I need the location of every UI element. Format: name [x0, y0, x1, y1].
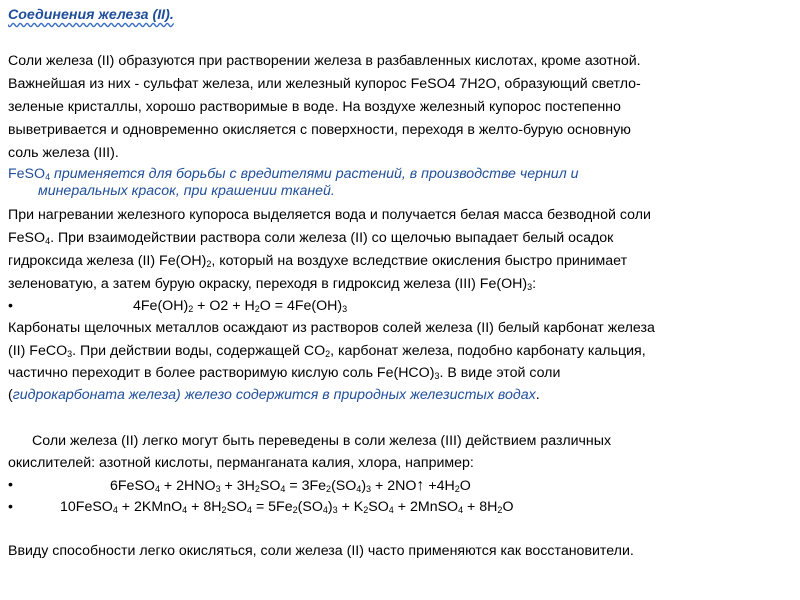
sub: 3	[527, 282, 533, 292]
paragraph-line	[8, 275, 536, 294]
eq-part: SO	[226, 499, 247, 515]
usage-line-2: минеральных красок, при крашении тканей.	[38, 183, 335, 199]
sub: 4	[45, 172, 51, 182]
eq-part: + 8H	[187, 499, 222, 515]
paragraph-line: При нагревании железного купороса выделяется вода и получается белая масса безводной соли	[8, 207, 651, 223]
equation-2-bullet: •	[8, 477, 13, 493]
paragraph-line	[8, 342, 646, 361]
sub: 2	[221, 505, 227, 515]
paragraph-line	[8, 229, 613, 248]
sub: 3	[366, 484, 372, 494]
sub: 4	[112, 505, 118, 515]
sub: 3	[434, 371, 440, 381]
paragraph-line: окислителей: азотной кислоты, перманганата калия, хлора, например:	[8, 455, 474, 471]
sub: 4	[182, 505, 188, 515]
eq-part: O	[502, 499, 514, 515]
sub: 2	[292, 505, 298, 515]
sub: 2	[206, 259, 212, 269]
text: (	[8, 387, 13, 403]
page-title: Соединения железа (II).	[8, 7, 174, 23]
sub: 4	[388, 505, 394, 515]
conclusion: Ввиду способности легко окисляться, соли железа (II) часто применяются как восстановители.	[8, 543, 634, 559]
sub: 4	[280, 484, 286, 494]
eq-part: SO	[259, 478, 281, 494]
sub: 3	[342, 304, 348, 314]
paragraph-line	[8, 386, 540, 405]
text: . При действии воды, содержащей CO	[72, 343, 326, 359]
eq-part: )	[361, 478, 367, 494]
eq-part: + 8H	[463, 499, 498, 515]
text: , который на воздухе вследствие окисления быстро принимает	[211, 253, 628, 269]
eq-part: (SO	[331, 478, 357, 494]
eq-part: = 5Fe	[252, 499, 293, 515]
eq-part: SO	[368, 499, 389, 515]
natural-waters-text: гидрокарбоната железа) железо содержится в природных железистых водах	[12, 387, 536, 403]
arrow-up-icon: ↑	[416, 477, 425, 494]
usage-formula: FeSO	[8, 166, 46, 182]
sub: 2	[326, 484, 332, 494]
paragraph-line: соль железа (III).	[8, 145, 119, 161]
sub: 4	[246, 505, 252, 515]
sub: 4	[45, 236, 51, 246]
equation-3-bullet: •	[8, 499, 13, 515]
eq-part: + 2KMnO	[117, 499, 183, 515]
eq-part: + O2 + H	[193, 298, 255, 314]
eq-part: 6FeSO	[110, 478, 155, 494]
sub: 2	[325, 349, 331, 359]
sub: 2	[454, 484, 460, 494]
sub: 4	[356, 484, 362, 494]
paragraph-line: зеленые кристаллы, хорошо растворимые в воде. На воздухе железный купорос постепенно	[8, 99, 621, 115]
eq-part: O = 4Fe(OH)	[259, 298, 343, 314]
sub: 2	[254, 484, 260, 494]
paragraph-line: Важнейшая из них - сульфат железа, или железный купорос FeSO4 7H2O, образующий светло-	[8, 76, 641, 92]
sub: 2	[363, 505, 369, 515]
sub: 4	[154, 484, 160, 494]
paragraph-line	[8, 364, 560, 383]
sub: 3	[215, 484, 221, 494]
paragraph-line	[8, 252, 627, 271]
sub: 2	[188, 304, 194, 314]
sub: 2	[254, 304, 260, 314]
eq-part: )	[327, 499, 333, 515]
text: . В виде этой соли	[439, 365, 561, 381]
equation-2	[110, 476, 471, 496]
sub: 4	[322, 505, 328, 515]
eq-part: O	[459, 478, 471, 494]
text: :	[532, 276, 537, 292]
eq-part: + 3H	[220, 478, 255, 494]
eq-part: (SO	[297, 499, 323, 515]
text: FeSO	[8, 230, 46, 246]
usage-text: применяется для борьбы с вредителями растений, в производстве чернил и	[50, 166, 579, 182]
eq-part: +4H	[424, 478, 455, 494]
eq-part: + 2MnSO	[393, 499, 459, 515]
paragraph-line: Соли железа (II) образуются при растворении железа в разбавленных кислотах, кроме азотной.	[8, 53, 641, 69]
text: (II) FeCO	[8, 343, 68, 359]
eq-part: + K	[337, 499, 364, 515]
text: , карбонат железа, подобно карбонату кальция,	[330, 343, 646, 359]
equation-1	[133, 297, 347, 316]
equation-1-bullet: •	[8, 298, 13, 314]
eq-part: 4Fe(OH)	[133, 298, 189, 314]
paragraph-line: Соли железа (II) легко могут быть переведены в соли железа (III) действием различных	[32, 433, 612, 449]
sub: 3	[67, 349, 73, 359]
sub: 3	[332, 505, 338, 515]
text: частично переходит в более растворимую кислую соль Fe(HCO)	[8, 365, 435, 381]
text: . При взаимодействии раствора соли железа (II) со щелочью выпадает белый осадок	[50, 230, 614, 246]
text: гидроксида железа (II) Fe(OH)	[8, 253, 207, 269]
paragraph-line: Карбонаты щелочных металлов осаждают из растворов солей железа (II) белый карбонат железа	[8, 320, 655, 336]
text: .	[535, 387, 540, 403]
sub: 4	[458, 505, 464, 515]
text: зеленоватую, а затем бурую окраску, переходя в гидроксид железа (III) Fe(OH)	[8, 276, 528, 292]
equation-3	[60, 498, 513, 517]
eq-part: 10FeSO	[60, 499, 113, 515]
paragraph-line: выветривается и одновременно окисляется с поверхности, переходя в желто-бурую основную	[8, 122, 631, 138]
eq-part: + 2HNO	[159, 478, 216, 494]
sub: 2	[497, 505, 503, 515]
eq-part: + 2NO	[371, 478, 417, 494]
eq-part: = 3Fe	[285, 478, 327, 494]
